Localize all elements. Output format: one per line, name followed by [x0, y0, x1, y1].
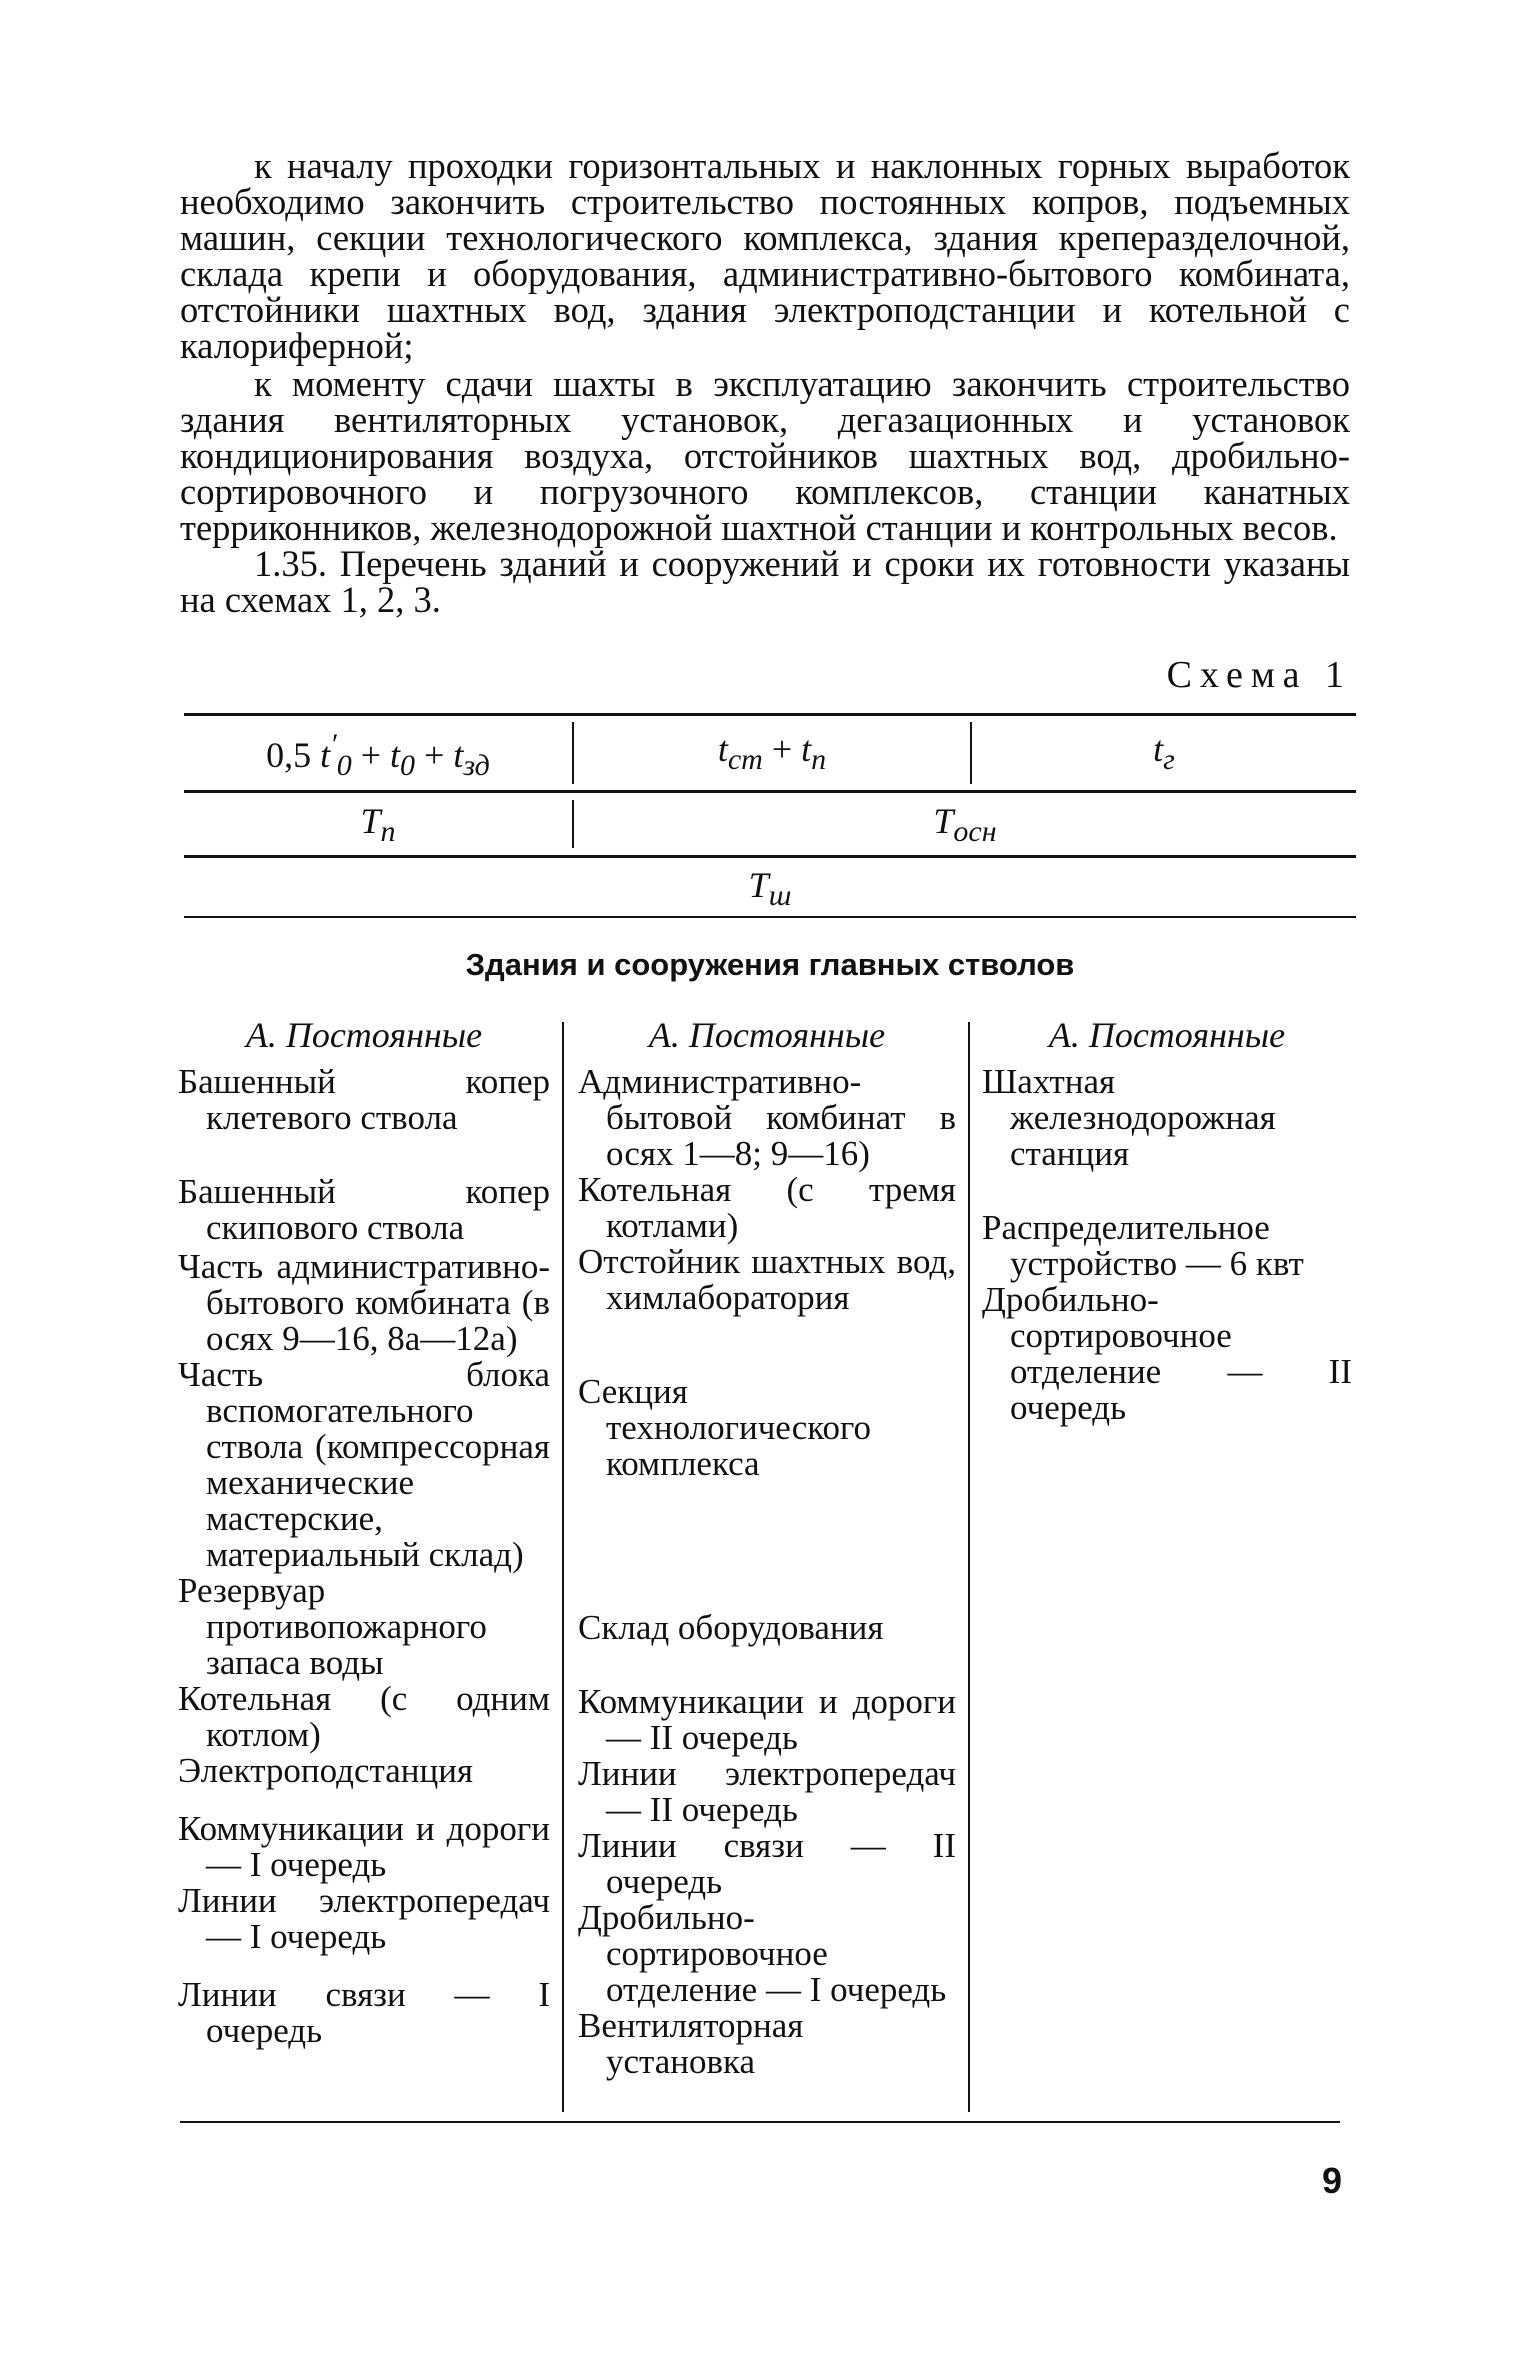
list-item: Шахтная железнодорожная станция — [982, 1062, 1276, 1173]
column-divider-2 — [968, 1022, 970, 2112]
formula-t-p — [184, 800, 572, 849]
formula-sub: п — [380, 815, 396, 849]
column-heading: А. Постоянные — [648, 1015, 886, 1055]
formula-var: t — [390, 735, 401, 775]
formula-sub: зд — [463, 749, 490, 783]
list-item: Коммуникации и дороги — II очередь — [578, 1682, 956, 1757]
column-heading: А. Постоянные — [1048, 1015, 1286, 1055]
list-item: Линии электропередач — II очередь — [578, 1754, 956, 1829]
list-item: Часть блока вспомогательного ствола (компрессорная механические мастерские, материальный склад) — [178, 1355, 550, 1574]
formula-coefficient: 0,5 — [266, 735, 312, 775]
list-item: Дробильно-сортировочное отделение — I очередь — [578, 1898, 947, 2009]
list-item: Распределительное устройство — 6 квт — [982, 1208, 1304, 1283]
formula-sub: 0 — [400, 749, 416, 783]
list-item: Линии связи — II очередь — [578, 1826, 956, 1901]
formula-plus: + — [771, 729, 793, 769]
paragraph-2: к моменту сдачи шахты в эксплуатацию закончить строительство здания вентиляторных установок, дегазационных и установок кондиционирования воздуха, отстойников шахтных вод, дробильно-сортировочного и погрузочного комплексов, станции канатных терриконников, железнодорожной шахтной станции и контрольных весов. — [180, 363, 1350, 548]
formula-mining-period — [972, 728, 1356, 777]
list-bottom-rule — [180, 2121, 1340, 2123]
formula-var: t — [801, 729, 812, 769]
column-divider-1 — [562, 1022, 564, 2112]
list-item: Электроподстанция — [178, 1751, 474, 1790]
paragraph-3: 1.35. Перечень зданий и сооружений и сроки их готовности указаны на схемах 1, 2, 3. — [180, 543, 1350, 620]
list-item: Дробильно-сортировочное отделение — II очередь — [982, 1280, 1352, 1427]
formula-sub: ст — [727, 743, 763, 777]
list-item: Котельная (с тремя котлами) — [578, 1170, 956, 1245]
formula-sub: ш — [768, 879, 792, 913]
list-item: Резервуар противопожарного запаса воды — [178, 1571, 487, 1682]
scheme-top-rule — [184, 713, 1356, 716]
formula-var: t — [1153, 729, 1164, 769]
scheme-row-rule-1 — [184, 790, 1356, 793]
column-second-stage — [578, 1017, 956, 2080]
column-main-shaft — [178, 1017, 550, 2049]
list-item: Секция технологического комплекса — [578, 1372, 871, 1483]
formula-sub: осн — [953, 815, 997, 849]
formula-var: t — [453, 735, 464, 775]
formula-sub: г — [1163, 743, 1175, 777]
scheme-bottom-rule — [184, 916, 1356, 918]
list-item: Башенный копер клетевого ствола — [178, 1062, 550, 1137]
paragraph-1: к началу проходки горизонтальных и наклонных горных выработок необходимо закончить строительство постоянных копров, подъемных машин, секции технологического комплекса, здания креперазделочной, склада крепи и оборудования, административно-бытового комбината, отстойники шахтных вод, здания электроподстанции и котельной с калориферной; — [180, 145, 1350, 366]
column-third-stage — [982, 1017, 1352, 1426]
formula-sub: п — [811, 743, 827, 777]
formula-var: T — [748, 865, 769, 905]
page-number: 9 — [1321, 2160, 1342, 2201]
list-item: Часть административно-бытового комбината (в осях 9—16, 8а—12а) — [178, 1247, 550, 1358]
formula-t-osn — [574, 800, 1356, 849]
section-title: Здания и сооружения главных стволов — [465, 947, 1075, 982]
list-item: Котельная (с одним котлом) — [178, 1679, 550, 1754]
formula-var: T — [933, 801, 954, 841]
list-item: Вентиляторная установка — [578, 2006, 804, 2081]
formula-construction-period — [574, 728, 970, 777]
column-heading: А. Постоянные — [245, 1015, 483, 1055]
formula-var: T — [360, 801, 381, 841]
formula-plus: + — [360, 735, 382, 775]
list-item: Линии электропередач — I очередь — [178, 1881, 550, 1956]
list-item: Отстойник шахтных вод, химлаборатория — [578, 1242, 956, 1317]
formula-plus: + — [424, 735, 445, 775]
list-item: Склад оборудования — [578, 1608, 884, 1647]
scheme-label: Схема 1 — [1166, 654, 1352, 696]
formula-sub: 0 — [336, 749, 352, 783]
scheme-row-rule-2 — [184, 855, 1356, 858]
list-item: Башенный копер скипового ствола — [178, 1172, 550, 1247]
formula-prime: ′ — [330, 728, 337, 761]
formula-var: t — [717, 729, 728, 769]
list-item: Коммуникации и дороги — I очередь — [178, 1809, 550, 1884]
list-item: Административно-бытовой комбинат в осях 1—8; 9—16) — [578, 1062, 956, 1173]
formula-preparatory-period — [184, 728, 572, 783]
list-item: Линии связи — I очередь — [178, 1975, 550, 2050]
formula-var: t — [320, 735, 331, 775]
formula-t-sh — [184, 864, 1356, 913]
